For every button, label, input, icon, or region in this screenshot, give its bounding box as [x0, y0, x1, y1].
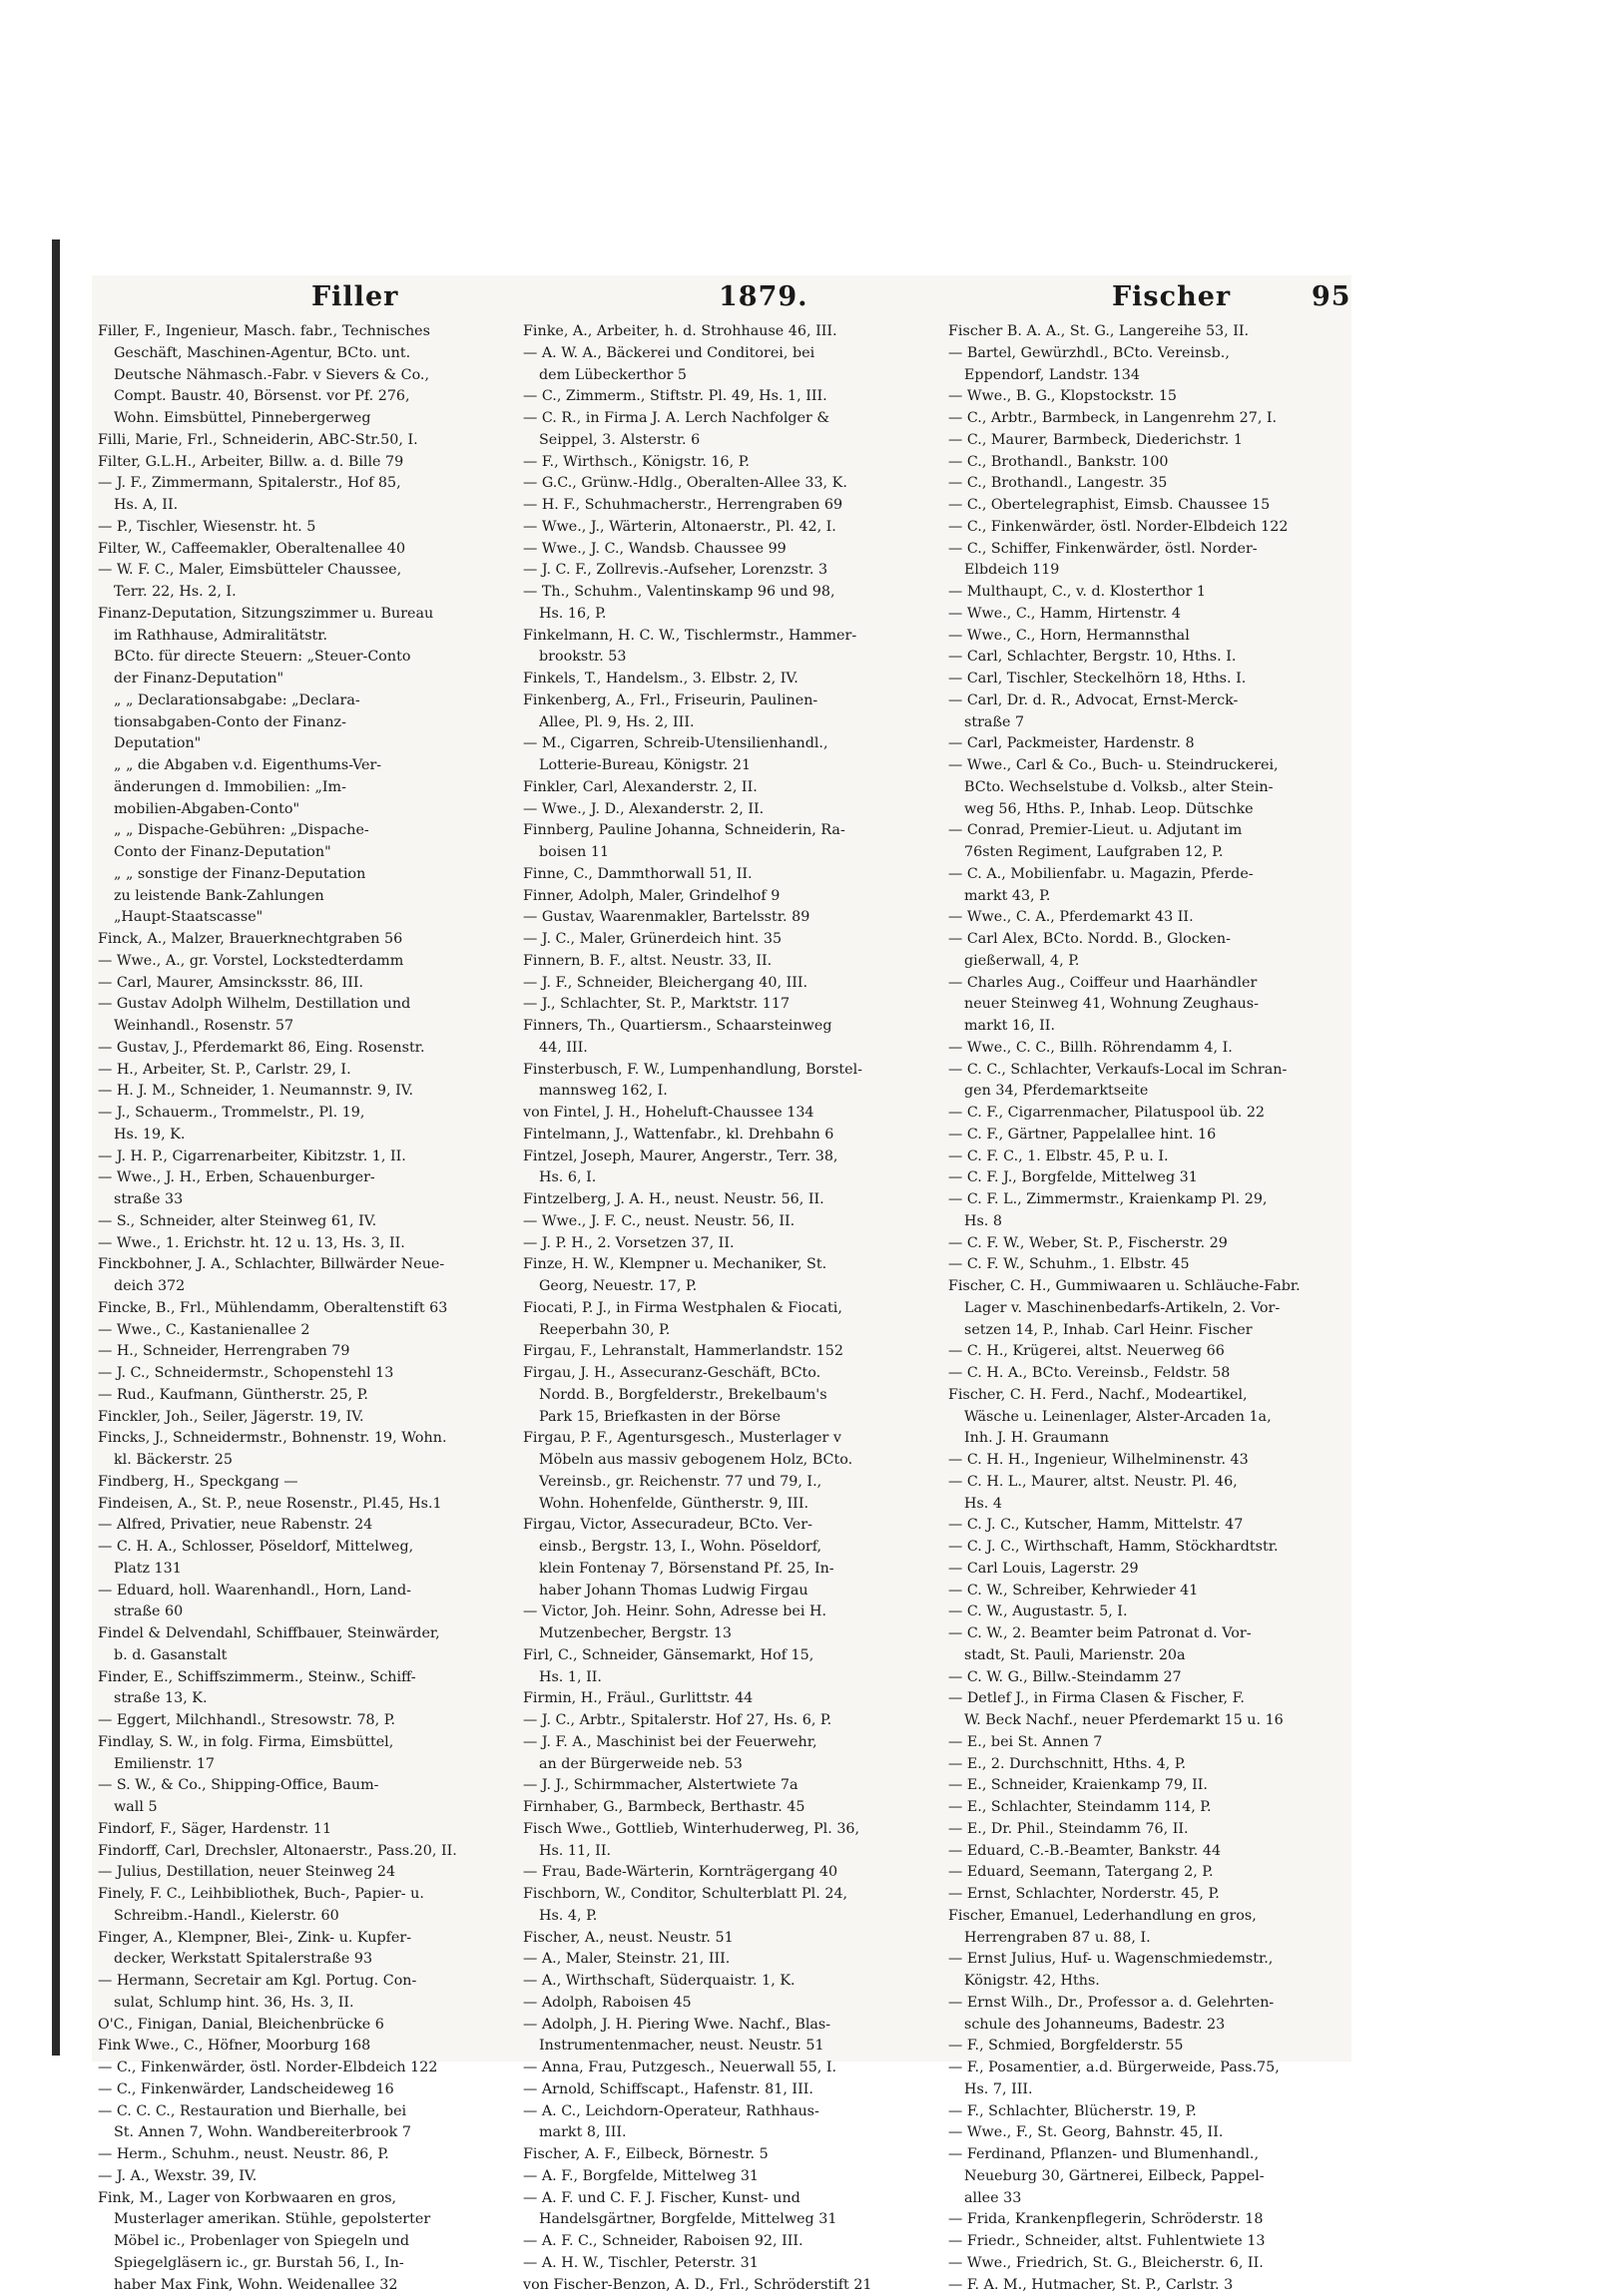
directory-entry-line: — C. F. C., 1. Elbstr. 45, P. u. I.	[948, 1147, 1351, 1168]
directory-entry-line: — Gustav, J., Pferdemarkt 86, Eing. Rosenstr.	[98, 1038, 501, 1060]
directory-entry-line: im Rathhause, Admiralitätstr.	[98, 626, 501, 648]
directory-entry-line: Deputation"	[98, 733, 501, 755]
directory-entry-line: markt 8, III.	[523, 2122, 926, 2144]
directory-entry-line: Hs. 1, II.	[523, 1667, 926, 1689]
directory-entry-line: — A. C., Leichdorn-Operateur, Rathhaus-	[523, 2101, 926, 2123]
directory-entry-line: 76sten Regiment, Laufgraben 12, P.	[948, 842, 1351, 864]
directory-entry-line: — A. F. C., Schneider, Raboisen 92, III.	[523, 2231, 926, 2253]
directory-entry-line: Hs. A, II.	[98, 495, 501, 517]
directory-entry-line: — Detlef J., in Firma Clasen & Fischer, F.	[948, 1688, 1351, 1710]
directory-entry-line: klein Fontenay 7, Börsenstand Pf. 25, In-	[523, 1559, 926, 1581]
directory-entry-line: Wohn. Hohenfelde, Güntherstr. 9, III.	[523, 1494, 926, 1516]
directory-entry-line: Platz 131	[98, 1559, 501, 1581]
directory-entry-line: „Haupt-Staatscasse"	[98, 907, 501, 929]
directory-entry-line: — C., Arbtr., Barmbeck, in Langenrehm 27, I.	[948, 408, 1351, 430]
directory-entry-line: — C. F., Gärtner, Pappelallee hint. 16	[948, 1125, 1351, 1147]
directory-entry-line: — A. F., Borgfelde, Mittelweg 31	[523, 2166, 926, 2188]
directory-entry-line: — J. C., Arbtr., Spitalerstr. Hof 27, Hs. 6, P.	[523, 1710, 926, 1732]
scan-frame-edge	[52, 239, 60, 2056]
directory-entry-line: markt 43, P.	[948, 886, 1351, 908]
directory-entry-line: zu leistende Bank-Zahlungen	[98, 886, 501, 908]
directory-entry-line: Hs. 4, P.	[523, 1906, 926, 1928]
directory-entry-line: Weinhandl., Rosenstr. 57	[98, 1016, 501, 1038]
directory-entry-line: — C., Brothandl., Bankstr. 100	[948, 452, 1351, 474]
directory-entry-line: — C., Obertelegraphist, Eimsb. Chaussee 15	[948, 495, 1351, 517]
directory-entry-line: Fischer, Emanuel, Lederhandlung en gros,	[948, 1906, 1351, 1928]
directory-entry-line: — C. R., in Firma J. A. Lerch Nachfolger &	[523, 408, 926, 430]
directory-entry-line: — Carl, Maurer, Amsincksstr. 86, III.	[98, 973, 501, 995]
directory-entry-line: — J. F. A., Maschinist bei der Feuerwehr,	[523, 1732, 926, 1754]
directory-entry-line: Wäsche u. Leinenlager, Alster-Arcaden 1a,	[948, 1407, 1351, 1429]
directory-entry-line: — F., Posamentier, a.d. Bürgerweide, Pass.75,	[948, 2058, 1351, 2079]
directory-entry-line: — J. H. P., Cigarrenarbeiter, Kibitzstr. 1, II.	[98, 1147, 501, 1168]
directory-entry-line: — J. A., Wexstr. 39, IV.	[98, 2166, 501, 2188]
directory-entry-line: W. Beck Nachf., neuer Pferdemarkt 15 u. 16	[948, 1710, 1351, 1732]
directory-entry-line: — C., Zimmerm., Stiftstr. Pl. 49, Hs. 1, III.	[523, 386, 926, 408]
directory-entry-line: Elbdeich 119	[948, 560, 1351, 582]
directory-entry-line: — C. F. L., Zimmermstr., Kraienkamp Pl. 29,	[948, 1189, 1351, 1211]
directory-entry-line: BCto. Wechselstube d. Volksb., alter Stein-	[948, 777, 1351, 799]
directory-entry-line: Lager v. Maschinenbedarfs-Artikeln, 2. Vor-	[948, 1298, 1351, 1320]
directory-entry-line: „ „ Dispache-Gebühren: „Dispache-	[98, 820, 501, 842]
directory-entry-line: Geschäft, Maschinen-Agentur, BCto. unt.	[98, 343, 501, 365]
directory-entry-line: — Eduard, Seemann, Tatergang 2, P.	[948, 1862, 1351, 1884]
directory-entry-line: — Rud., Kaufmann, Güntherstr. 25, P.	[98, 1385, 501, 1407]
directory-entry-line: — C. F. W., Weber, St. P., Fischerstr. 29	[948, 1233, 1351, 1255]
directory-entry-line: Filter, W., Caffeemakler, Oberaltenallee 40	[98, 539, 501, 561]
directory-entry-line: — Wwe., Carl & Co., Buch- u. Steindruckerei,	[948, 755, 1351, 777]
directory-entry-line: Hs. 11, II.	[523, 1841, 926, 1863]
directory-entry-line: — A., Wirthschaft, Süderquaistr. 1, K.	[523, 1971, 926, 1993]
directory-entry-line: — J. J., Schirmmacher, Alstertwiete 7a	[523, 1775, 926, 1797]
directory-entry-line: — J. C., Schneidermstr., Schopenstehl 13	[98, 1363, 501, 1385]
directory-entry-line: Fintelmann, J., Wattenfabr., kl. Drehbahn 6	[523, 1125, 926, 1147]
directory-entry-line: — E., bei St. Annen 7	[948, 1732, 1351, 1754]
directory-entry-line: — C. H. L., Maurer, altst. Neustr. Pl. 46,	[948, 1472, 1351, 1494]
directory-entry-line: Fischer B. A. A., St. G., Langereihe 53, II.	[948, 321, 1351, 343]
directory-entry-line: — C. A., Mobilienfabr. u. Magazin, Pferde-	[948, 864, 1351, 886]
directory-entry-line: — E., Dr. Phil., Steindamm 76, II.	[948, 1819, 1351, 1841]
directory-entry-line: — H., Schneider, Herrengraben 79	[98, 1341, 501, 1363]
directory-entry-line: — J. P. H., 2. Vorsetzen 37, II.	[523, 1233, 926, 1255]
directory-entry-line: Herrengraben 87 u. 88, I.	[948, 1928, 1351, 1950]
directory-entry-line: Fink, M., Lager von Korbwaaren en gros,	[98, 2188, 501, 2210]
directory-entry-line: Finnberg, Pauline Johanna, Schneiderin, Ra-	[523, 820, 926, 842]
directory-entry-line: Schreibm.-Handl., Kielerstr. 60	[98, 1906, 501, 1928]
directory-entry-line: straße 7	[948, 712, 1351, 734]
directory-entry-line: — Wwe., F., St. Georg, Bahnstr. 45, II.	[948, 2122, 1351, 2144]
directory-entry-line: Finkler, Carl, Alexanderstr. 2, II.	[523, 777, 926, 799]
directory-entry-line: decker, Werkstatt Spitalerstraße 93	[98, 1949, 501, 1971]
directory-entry-line: Findel & Delvendahl, Schiffbauer, Steinwärder,	[98, 1623, 501, 1645]
directory-entry-line: St. Annen 7, Wohn. Wandbereiterbrook 7	[98, 2122, 501, 2144]
directory-entry-line: 44, III.	[523, 1038, 926, 1060]
directory-entry-line: sulat, Schlump hint. 36, Hs. 3, II.	[98, 1993, 501, 2015]
directory-entry-line: Park 15, Briefkasten in der Börse	[523, 1407, 926, 1429]
directory-entry-line: Finckler, Joh., Seiler, Jägerstr. 19, IV.	[98, 1407, 501, 1429]
directory-entry-line: weg 56, Hths. P., Inhab. Leop. Dütschke	[948, 799, 1351, 821]
directory-entry-line: — W. F. C., Maler, Eimsbütteler Chaussee,	[98, 560, 501, 582]
directory-entry-line: mannsweg 162, I.	[523, 1081, 926, 1103]
directory-entry-line: Firgau, Victor, Assecuradeur, BCto. Ver-	[523, 1515, 926, 1537]
directory-entry-line: gen 34, Pferdemarktseite	[948, 1081, 1351, 1103]
directory-entry-line: Seippel, 3. Alsterstr. 6	[523, 430, 926, 452]
directory-entry-line: — C., Schiffer, Finkenwärder, östl. Norder-	[948, 539, 1351, 561]
directory-entry-line: — J. F., Zimmermann, Spitalerstr., Hof 85,	[98, 473, 501, 495]
directory-entry-line: Fischer, A. F., Eilbeck, Börnestr. 5	[523, 2144, 926, 2166]
directory-entry-line: Wohn. Eimsbüttel, Pinnebergerweg	[98, 408, 501, 430]
page-number: 95	[1312, 281, 1351, 312]
directory-entry-line: Filli, Marie, Frl., Schneiderin, ABC-Str.50, I.	[98, 430, 501, 452]
directory-entry-line: einsb., Bergstr. 13, I., Wohn. Pöseldorf,	[523, 1537, 926, 1559]
directory-entry-line: Finanz-Deputation, Sitzungszimmer u. Bureau	[98, 604, 501, 626]
directory-entry-line: Möbel ic., Probenlager von Spiegeln und	[98, 2231, 501, 2253]
directory-entry-line: von Fintel, J. H., Hoheluft-Chaussee 134	[523, 1103, 926, 1125]
directory-entry-line: setzen 14, P., Inhab. Carl Heinr. Fischer	[948, 1320, 1351, 1342]
directory-column-1	[98, 321, 501, 2296]
directory-entry-line: Finners, Th., Quartiersm., Schaarsteinweg	[523, 1016, 926, 1038]
directory-entry-line: Fischborn, W., Conditor, Schulterblatt Pl. 24,	[523, 1884, 926, 1906]
directory-entry-line: Finkelmann, H. C. W., Tischlermstr., Hammer-	[523, 626, 926, 648]
directory-entry-line: Finze, H. W., Klempner u. Mechaniker, St.	[523, 1254, 926, 1276]
directory-entry-line: — Wwe., J. D., Alexanderstr. 2, II.	[523, 799, 926, 821]
directory-entry-line: — C. J. C., Kutscher, Hamm, Mittelstr. 47	[948, 1515, 1351, 1537]
directory-entry-line: Hs. 6, I.	[523, 1167, 926, 1189]
directory-entry-line: — Wwe., C., Hamm, Hirtenstr. 4	[948, 604, 1351, 626]
directory-entry-line: Firl, C., Schneider, Gänsemarkt, Hof 15,	[523, 1645, 926, 1667]
directory-entry-line: Firgau, F., Lehranstalt, Hammerlandstr. 152	[523, 1341, 926, 1363]
directory-entry-line: „ „ Declarationsabgabe: „Declara-	[98, 690, 501, 712]
directory-entry-line: — C. C., Schlachter, Verkaufs-Local im Schran-	[948, 1060, 1351, 1082]
directory-entry-line: — Wwe., J. H., Erben, Schauenburger-	[98, 1167, 501, 1189]
directory-entry-line: Emilienstr. 17	[98, 1754, 501, 1776]
directory-entry-line: — Carl, Schlachter, Bergstr. 10, Hths. I.	[948, 647, 1351, 669]
directory-entry-line: Compt. Baustr. 40, Börsenst. vor Pf. 276,	[98, 386, 501, 408]
directory-entry-line: Möbeln aus massiv gebogenem Holz, BCto.	[523, 1450, 926, 1472]
directory-entry-line: Firgau, P. F., Agentursgesch., Musterlager v	[523, 1428, 926, 1450]
directory-entry-line: — C., Finkenwärder, östl. Norder-Elbdeich 122	[98, 2058, 501, 2079]
directory-entry-line: — J. C., Maler, Grünerdeich hint. 35	[523, 929, 926, 951]
directory-entry-line: — C., Brothandl., Langestr. 35	[948, 473, 1351, 495]
directory-entry-line: tionsabgaben-Conto der Finanz-	[98, 712, 501, 734]
directory-entry-line: — Conrad, Premier-Lieut. u. Adjutant im	[948, 820, 1351, 842]
directory-entry-line: neuer Steinweg 41, Wohnung Zeughaus-	[948, 994, 1351, 1016]
directory-entry-line: — E., Schneider, Kraienkamp 79, II.	[948, 1775, 1351, 1797]
directory-entry-line: Hs. 4	[948, 1494, 1351, 1516]
directory-entry-line: Filter, G.L.H., Arbeiter, Billw. a. d. Bille 79	[98, 452, 501, 474]
directory-entry-line: Finsterbusch, F. W., Lumpenhandlung, Borstel-	[523, 1060, 926, 1082]
directory-entry-line: — C. H., Krügerei, altst. Neuerweg 66	[948, 1341, 1351, 1363]
directory-entry-line: Firmin, H., Fräul., Gurlittstr. 44	[523, 1688, 926, 1710]
directory-entry-line: Terr. 22, Hs. 2, I.	[98, 582, 501, 604]
directory-entry-line: Findeisen, A., St. P., neue Rosenstr., Pl.45, Hs.1	[98, 1494, 501, 1516]
directory-entry-line: — C., Finkenwärder, östl. Norder-Elbdeich 122	[948, 517, 1351, 539]
directory-entry-line: — Wwe., C. C., Billh. Röhrendamm 4, I.	[948, 1038, 1351, 1060]
directory-entry-line: Firnhaber, G., Barmbeck, Berthastr. 45	[523, 1797, 926, 1819]
directory-entry-line: — Arnold, Schiffscapt., Hafenstr. 81, III.	[523, 2079, 926, 2101]
directory-entry-line: — Ernst, Schlachter, Norderstr. 45, P.	[948, 1884, 1351, 1906]
directory-entry-line: — F., Schlachter, Blücherstr. 19, P.	[948, 2101, 1351, 2123]
directory-entry-line: — H., Arbeiter, St. P., Carlstr. 29, I.	[98, 1060, 501, 1082]
directory-entry-line: Finner, Adolph, Maler, Grindelhof 9	[523, 886, 926, 908]
directory-entry-line: Hs. 19, K.	[98, 1125, 501, 1147]
directory-entry-line: — J. F., Schneider, Bleichergang 40, III.	[523, 973, 926, 995]
directory-entry-line: — Wwe., C. A., Pferdemarkt 43 II.	[948, 907, 1351, 929]
directory-entry-line: — C., Maurer, Barmbeck, Diederichstr. 1	[948, 430, 1351, 452]
directory-entry-line: straße 13, K.	[98, 1688, 501, 1710]
directory-entry-line: — Adolph, J. H. Piering Wwe. Nachf., Blas-	[523, 2015, 926, 2037]
directory-entry-line: Conto der Finanz-Deputation"	[98, 842, 501, 864]
directory-entry-line: — Wwe., A., gr. Vorstel, Lockstedterdamm	[98, 951, 501, 973]
directory-entry-line: — J., Schlachter, St. P., Marktstr. 117	[523, 994, 926, 1016]
directory-entry-line: — E., Schlachter, Steindamm 114, P.	[948, 1797, 1351, 1819]
directory-entry-line: Fintzel, Joseph, Maurer, Angerstr., Terr. 38,	[523, 1147, 926, 1168]
directory-entry-line: an der Bürgerweide neb. 53	[523, 1754, 926, 1776]
directory-entry-line: — C. W. G., Billw.-Steindamm 27	[948, 1667, 1351, 1689]
directory-entry-line: — A. F. und C. F. J. Fischer, Kunst- und	[523, 2188, 926, 2210]
directory-entry-line: — Julius, Destillation, neuer Steinweg 24	[98, 1862, 501, 1884]
directory-entry-line: stadt, St. Pauli, Marienstr. 20a	[948, 1645, 1351, 1667]
directory-page	[92, 275, 1351, 2062]
directory-entry-line: — Anna, Frau, Putzgesch., Neuerwall 55, I.	[523, 2058, 926, 2079]
directory-entry-line: — Wwe., J. F. C., neust. Neustr. 56, II.	[523, 1211, 926, 1233]
directory-entry-line: der Finanz-Deputation"	[98, 669, 501, 690]
running-head-left: Filler	[311, 281, 398, 312]
directory-entry-line: — Adolph, Raboisen 45	[523, 1993, 926, 2015]
directory-entry-line: — C. F. J., Borgfelde, Mittelweg 31	[948, 1167, 1351, 1189]
directory-entry-line: Fischer, A., neust. Neustr. 51	[523, 1928, 926, 1950]
directory-entry-line: deich 372	[98, 1276, 501, 1298]
directory-entry-line: dem Lübeckerthor 5	[523, 365, 926, 387]
directory-entry-line: schule des Johanneums, Badestr. 23	[948, 2015, 1351, 2037]
directory-entry-line: Fiocati, P. J., in Firma Westphalen & Fiocati,	[523, 1298, 926, 1320]
directory-entry-line: — Multhaupt, C., v. d. Klosterthor 1	[948, 582, 1351, 604]
directory-entry-line: Finke, A., Arbeiter, h. d. Strohhause 46, III.	[523, 321, 926, 343]
directory-entry-line: Firgau, J. H., Assecuranz-Geschäft, BCto.	[523, 1363, 926, 1385]
directory-entry-line: boisen 11	[523, 842, 926, 864]
directory-entry-line: „ „ sonstige der Finanz-Deputation	[98, 864, 501, 886]
directory-entry-line: — J., Schauerm., Trommelstr., Pl. 19,	[98, 1103, 501, 1125]
directory-entry-line: — Herm., Schuhm., neust. Neustr. 86, P.	[98, 2144, 501, 2166]
directory-entry-line: Fincks, J., Schneidermstr., Bohnenstr. 19, Wohn.	[98, 1428, 501, 1450]
directory-entry-line: allee 33	[948, 2188, 1351, 2210]
directory-entry-line: Finne, C., Dammthorwall 51, II.	[523, 864, 926, 886]
directory-entry-line: — Carl Louis, Lagerstr. 29	[948, 1559, 1351, 1581]
directory-entry-line: — C. H. A., Schlosser, Pöseldorf, Mittelweg,	[98, 1537, 501, 1559]
directory-entry-line: — A. W. A., Bäckerei und Conditorei, bei	[523, 343, 926, 365]
directory-entry-line: — Frida, Krankenpflegerin, Schröderstr. 18	[948, 2209, 1351, 2231]
directory-entry-line: Instrumentenmacher, neust. Neustr. 51	[523, 2036, 926, 2058]
directory-entry-line: — C., Finkenwärder, Landscheideweg 16	[98, 2079, 501, 2101]
directory-entry-line: — C. H. A., BCto. Vereinsb., Feldstr. 58	[948, 1363, 1351, 1385]
directory-entry-line: Handelsgärtner, Borgfelde, Mittelweg 31	[523, 2209, 926, 2231]
directory-entry-line: — Ernst Julius, Huf- u. Wagenschmiedemstr.,	[948, 1949, 1351, 1971]
directory-entry-line: — Ferdinand, Pflanzen- und Blumenhandl.,	[948, 2144, 1351, 2166]
directory-entry-line: — E., 2. Durchschnitt, Hths. 4, P.	[948, 1754, 1351, 1776]
directory-entry-line: — Friedr., Schneider, altst. Fuhlentwiete 13	[948, 2231, 1351, 2253]
directory-entry-line: Finckbohner, J. A., Schlachter, Billwärder Neue-	[98, 1254, 501, 1276]
directory-entry-line: Musterlager amerikan. Stühle, gepolsterter	[98, 2209, 501, 2231]
directory-entry-line: — Wwe., C., Horn, Hermannsthal	[948, 626, 1351, 648]
directory-entry-line: Findlay, S. W., in folg. Firma, Eimsbüttel,	[98, 1732, 501, 1754]
directory-entry-line: Fisch Wwe., Gottlieb, Winterhuderweg, Pl. 36,	[523, 1819, 926, 1841]
directory-entry-line: — G.C., Grünw.-Hdlg., Oberalten-Allee 33, K.	[523, 473, 926, 495]
directory-entry-line: — Hermann, Secretair am Kgl. Portug. Con-	[98, 1971, 501, 1993]
directory-entry-line: — Eduard, holl. Waarenhandl., Horn, Land-	[98, 1581, 501, 1603]
directory-entry-line: — F. A. M., Hutmacher, St. P., Carlstr. 3	[948, 2275, 1351, 2296]
directory-entry-line: — Ernst Wilh., Dr., Professor a. d. Gelehrten-	[948, 1993, 1351, 2015]
directory-entry-line: — C. F., Cigarrenmacher, Pilatuspool üb. 22	[948, 1103, 1351, 1125]
directory-entry-line: Finck, A., Malzer, Brauerknechtgraben 56	[98, 929, 501, 951]
directory-entry-line: Allee, Pl. 9, Hs. 2, III.	[523, 712, 926, 734]
directory-entry-line: Vereinsb., gr. Reichenstr. 77 und 79, I.,	[523, 1472, 926, 1494]
directory-entry-line: Findberg, H., Speckgang —	[98, 1472, 501, 1494]
directory-entry-line: straße 60	[98, 1602, 501, 1623]
directory-entry-line: Fink Wwe., C., Höfner, Moorburg 168	[98, 2036, 501, 2058]
directory-entry-line: Hs. 8	[948, 1211, 1351, 1233]
directory-entry-line: — Wwe., Friedrich, St. G., Bleicherstr. 6, II.	[948, 2253, 1351, 2275]
directory-entry-line: — S., Schneider, alter Steinweg 61, IV.	[98, 1211, 501, 1233]
directory-entry-line: wall 5	[98, 1797, 501, 1819]
directory-entry-line: Finder, E., Schiffszimmerm., Steinw., Schiff-	[98, 1667, 501, 1689]
directory-entry-line: — F., Schmied, Borgfelderstr. 55	[948, 2036, 1351, 2058]
directory-entry-line: Georg, Neuestr. 17, P.	[523, 1276, 926, 1298]
directory-entry-line: kl. Bäckerstr. 25	[98, 1450, 501, 1472]
directory-entry-line: — Eggert, Milchhandl., Stresowstr. 78, P.	[98, 1710, 501, 1732]
directory-entry-line: — P., Tischler, Wiesenstr. ht. 5	[98, 517, 501, 539]
directory-entry-line: Spiegelgläsern ic., gr. Burstah 56, I., In-	[98, 2253, 501, 2275]
directory-entry-line: Finkenberg, A., Frl., Friseurin, Paulinen-	[523, 690, 926, 712]
directory-entry-line: — C. W., Augustastr. 5, I.	[948, 1602, 1351, 1623]
directory-entry-line: — H. J. M., Schneider, 1. Neumannstr. 9, IV.	[98, 1081, 501, 1103]
directory-entry-line: markt 16, II.	[948, 1016, 1351, 1038]
directory-entry-line: Finnern, B. F., altst. Neustr. 33, II.	[523, 951, 926, 973]
directory-entry-line: — M., Cigarren, Schreib-Utensilienhandl.,	[523, 733, 926, 755]
directory-entry-line: — Bartel, Gewürzhdl., BCto. Vereinsb.,	[948, 343, 1351, 365]
directory-entry-line: Eppendorf, Landstr. 134	[948, 365, 1351, 387]
directory-entry-line: — Wwe., C., Kastanienallee 2	[98, 1320, 501, 1342]
directory-entry-line: Finkels, T., Handelsm., 3. Elbstr. 2, IV.	[523, 669, 926, 690]
directory-entry-line: mobilien-Abgaben-Conto"	[98, 799, 501, 821]
directory-column-2	[523, 321, 926, 2296]
directory-entry-line: Filler, F., Ingenieur, Masch. fabr., Technisches	[98, 321, 501, 343]
directory-entry-line: — Alfred, Privatier, neue Rabenstr. 24	[98, 1515, 501, 1537]
directory-entry-line: „ „ die Abgaben v.d. Eigenthums-Ver-	[98, 755, 501, 777]
directory-entry-line: brookstr. 53	[523, 647, 926, 669]
directory-entry-line: änderungen d. Immobilien: „Im-	[98, 777, 501, 799]
directory-entry-line: — Wwe., J., Wärterin, Altonaerstr., Pl. 42, I.	[523, 517, 926, 539]
directory-entry-line: — Carl, Packmeister, Hardenstr. 8	[948, 733, 1351, 755]
directory-entry-line: — Carl, Tischler, Steckelhörn 18, Hths. I.	[948, 669, 1351, 690]
directory-entry-line: — Victor, Joh. Heinr. Sohn, Adresse bei H.	[523, 1602, 926, 1623]
directory-entry-line: Fischer, C. H., Gummiwaaren u. Schläuche-Fabr.	[948, 1276, 1351, 1298]
directory-entry-line: gießerwall, 4, P.	[948, 951, 1351, 973]
directory-entry-line: Neueburg 30, Gärtnerei, Eilbeck, Pappel-	[948, 2166, 1351, 2188]
directory-entry-line: — Gustav, Waarenmakler, Bartelsstr. 89	[523, 907, 926, 929]
directory-entry-line: — Eduard, C.-B.-Beamter, Bankstr. 44	[948, 1841, 1351, 1863]
directory-entry-line: Deutsche Nähmasch.-Fabr. v Sievers & Co.,	[98, 365, 501, 387]
directory-entry-line: Finely, F. C., Leihbibliothek, Buch-, Papier- u.	[98, 1884, 501, 1906]
directory-entry-line: — S. W., & Co., Shipping-Office, Baum-	[98, 1775, 501, 1797]
running-head-right: Fischer	[1112, 281, 1231, 312]
directory-entry-line: Finger, A., Klempner, Blei-, Zink- u. Kupfer-	[98, 1928, 501, 1950]
directory-entry-line: — Carl Alex, BCto. Nordd. B., Glocken-	[948, 929, 1351, 951]
directory-entry-line: von Fischer-Benzon, A. D., Frl., Schröderstift 21	[523, 2275, 926, 2296]
directory-entry-line: — Frau, Bade-Wärterin, Kornträgergang 40	[523, 1862, 926, 1884]
running-head-year: 1879.	[719, 281, 808, 312]
directory-entry-line: — A. H. W., Tischler, Peterstr. 31	[523, 2253, 926, 2275]
directory-entry-line: Hs. 7, III.	[948, 2079, 1351, 2101]
directory-entry-line: Königstr. 42, Hths.	[948, 1971, 1351, 1993]
directory-entry-line: — Wwe., 1. Erichstr. ht. 12 u. 13, Hs. 3, II.	[98, 1233, 501, 1255]
directory-entry-line: Findorf, F., Säger, Hardenstr. 11	[98, 1819, 501, 1841]
directory-entry-line: — H. F., Schuhmacherstr., Herrengraben 69	[523, 495, 926, 517]
directory-entry-line: Nordd. B., Borgfelderstr., Brekelbaum's	[523, 1385, 926, 1407]
directory-entry-line: Hs. 16, P.	[523, 604, 926, 626]
directory-entry-line: — C. F. W., Schuhm., 1. Elbstr. 45	[948, 1254, 1351, 1276]
directory-entry-line: — C. J. C., Wirthschaft, Hamm, Stöckhardtstr.	[948, 1537, 1351, 1559]
directory-entry-line: haber Johann Thomas Ludwig Firgau	[523, 1581, 926, 1603]
directory-entry-line: Reeperbahn 30, P.	[523, 1320, 926, 1342]
directory-entry-line: — C. W., 2. Beamter beim Patronat d. Vor-	[948, 1623, 1351, 1645]
directory-entry-line: Fincke, B., Frl., Mühlendamm, Oberaltenstift 63	[98, 1298, 501, 1320]
directory-entry-line: — C. C. C., Restauration und Bierhalle, bei	[98, 2101, 501, 2123]
directory-entry-line: Fischer, C. H. Ferd., Nachf., Modeartikel,	[948, 1385, 1351, 1407]
directory-entry-line: b. d. Gasanstalt	[98, 1645, 501, 1667]
directory-entry-line: — Wwe., J. C., Wandsb. Chaussee 99	[523, 539, 926, 561]
directory-entry-line: Mutzenbecher, Bergstr. 13	[523, 1623, 926, 1645]
directory-entry-line: straße 33	[98, 1189, 501, 1211]
directory-entry-line: — Gustav Adolph Wilhelm, Destillation und	[98, 994, 501, 1016]
directory-entry-line: Lotterie-Bureau, Königstr. 21	[523, 755, 926, 777]
directory-entry-line: haber Max Fink, Wohn. Weidenallee 32	[98, 2275, 501, 2296]
directory-entry-line: BCto. für directe Steuern: „Steuer-Conto	[98, 647, 501, 669]
directory-entry-line: Findorff, Carl, Drechsler, Altonaerstr., Pass.20, II.	[98, 1841, 501, 1863]
directory-entry-line: — J. C. F., Zollrevis.-Aufseher, Lorenzstr. 3	[523, 560, 926, 582]
directory-entry-line: — C. H. H., Ingenieur, Wilhelminenstr. 43	[948, 1450, 1351, 1472]
directory-entry-line: — Th., Schuhm., Valentinskamp 96 und 98,	[523, 582, 926, 604]
directory-entry-line: — A., Maler, Steinstr. 21, III.	[523, 1949, 926, 1971]
directory-entry-line: — C. W., Schreiber, Kehrwieder 41	[948, 1581, 1351, 1603]
directory-entry-line: — F., Wirthsch., Königstr. 16, P.	[523, 452, 926, 474]
directory-entry-line: — Wwe., B. G., Klopstockstr. 15	[948, 386, 1351, 408]
directory-entry-line: Fintzelberg, J. A. H., neust. Neustr. 56, II.	[523, 1189, 926, 1211]
directory-entry-line: — Carl, Dr. d. R., Advocat, Ernst-Merck-	[948, 690, 1351, 712]
directory-entry-line: O'C., Finigan, Danial, Bleichenbrücke 6	[98, 2015, 501, 2037]
directory-entry-line: Inh. J. H. Graumann	[948, 1428, 1351, 1450]
directory-entry-line: — Charles Aug., Coiffeur und Haarhändler	[948, 973, 1351, 995]
directory-column-3	[948, 321, 1351, 2296]
